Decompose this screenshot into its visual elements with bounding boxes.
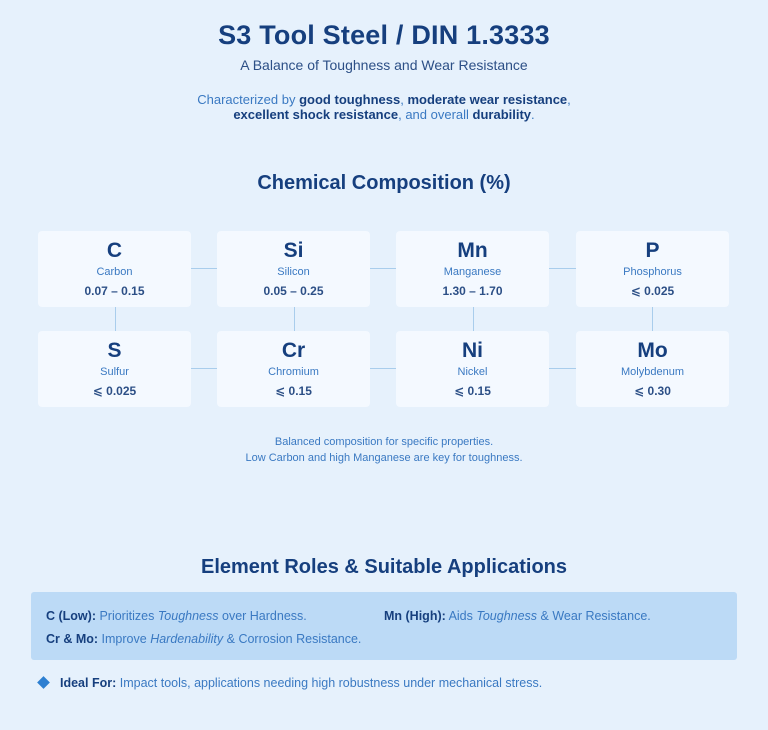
element-card-phosphorus (576, 231, 729, 307)
element-card-molybdenum (576, 331, 729, 407)
composition-note (0, 434, 768, 466)
element-name: Carbon (96, 266, 133, 278)
element-symbol: Mn (457, 239, 488, 262)
element-card-manganese (396, 231, 549, 307)
element-range: 1.30 – 1.70 (442, 284, 503, 298)
element-symbol: Cr (281, 339, 306, 362)
element-symbol: Mo (637, 339, 668, 362)
element-range: 0.05 – 0.25 (263, 284, 324, 298)
element-range: ⩽ 0.025 (630, 284, 675, 298)
element-name: Sulfur (100, 366, 129, 378)
connector-line (191, 368, 218, 369)
role-manganese: Mn (High): Aids Toughness & Wear Resistance. (384, 609, 651, 623)
role-carbon: C (Low): Prioritizes Toughness over Hardness. (46, 609, 307, 623)
connector-line (549, 368, 576, 369)
connector-line (191, 268, 218, 269)
element-range: ⩽ 0.15 (454, 384, 491, 398)
connector-line (370, 268, 397, 269)
page-title: S3 Tool Steel / DIN 1.3333 (218, 20, 550, 50)
element-range: ⩽ 0.025 (92, 384, 137, 398)
page-subtitle: A Balance of Toughness and Wear Resistance (240, 57, 528, 73)
element-symbol: C (106, 239, 123, 262)
element-card-chromium (217, 331, 370, 407)
element-symbol: Ni (462, 339, 483, 362)
element-symbol: S (107, 339, 122, 362)
role-chromium-molybdenum: Cr & Mo: Improve Hardenability & Corrosion Resistance. (46, 632, 362, 646)
element-range: ⩽ 0.15 (275, 384, 312, 398)
element-name: Silicon (277, 266, 310, 278)
connector-line (370, 368, 397, 369)
ideal-for: Ideal For: Impact tools, applications needing high robustness under mechanical stress. (39, 676, 542, 690)
description (0, 92, 768, 122)
connector-line (294, 307, 295, 331)
element-name: Manganese (443, 266, 502, 278)
element-name: Nickel (457, 366, 488, 378)
element-card-silicon (217, 231, 370, 307)
description-line-1: Characterized by good toughness, moderate wear resistance, (197, 92, 571, 107)
note-line-1: Balanced composition for specific properties. (274, 436, 494, 448)
connector-line (115, 307, 116, 331)
element-card-nickel (396, 331, 549, 407)
element-name: Phosphorus (623, 266, 682, 278)
connector-line (652, 307, 653, 331)
element-card-carbon (38, 231, 191, 307)
element-range: 0.07 – 0.15 (84, 284, 145, 298)
element-card-sulfur (38, 331, 191, 407)
element-name: Chromium (268, 366, 319, 378)
note-line-2: Low Carbon and high Manganese are key for toughness. (245, 452, 523, 464)
composition-title: Chemical Composition (%) (257, 172, 511, 194)
element-symbol: P (645, 239, 660, 262)
roles-title: Element Roles & Suitable Applications (201, 556, 567, 578)
element-symbol: Si (283, 239, 304, 262)
element-range: ⩽ 0.30 (634, 384, 671, 398)
element-name: Molybdenum (621, 366, 684, 378)
connector-line (549, 268, 576, 269)
description-line-2: excellent shock resistance, and overall durability. (233, 107, 535, 122)
diamond-bullet-icon (37, 676, 50, 689)
roles-panel (31, 592, 737, 660)
connector-line (473, 307, 474, 331)
